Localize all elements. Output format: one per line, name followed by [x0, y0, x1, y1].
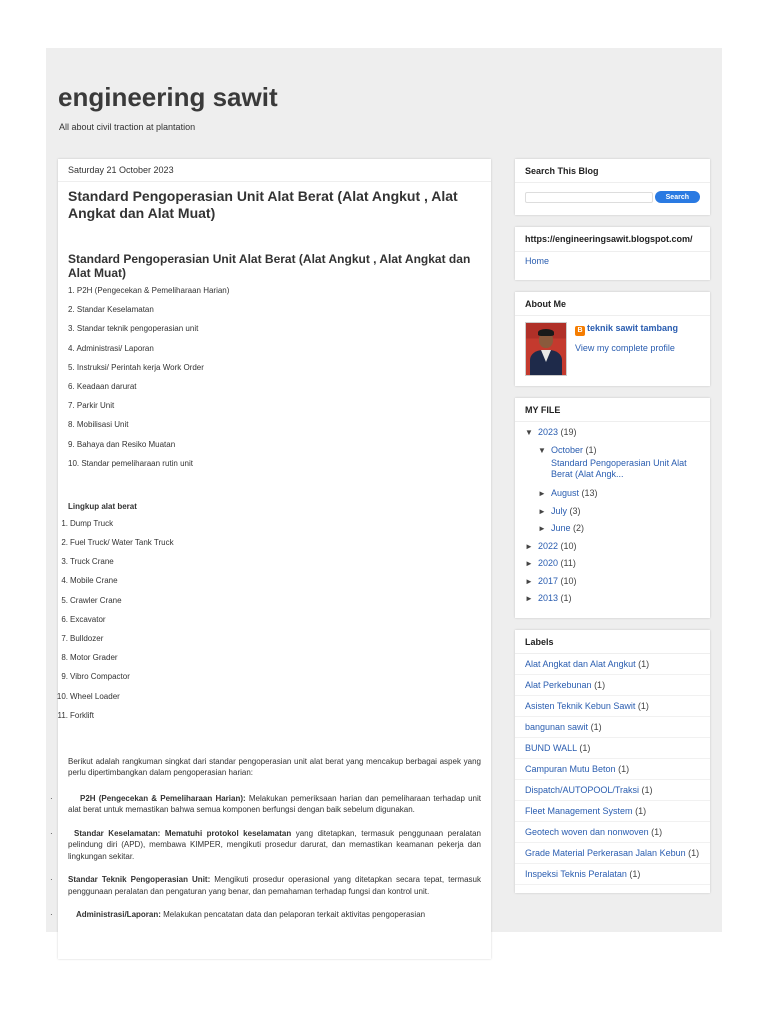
post-count: (1): [585, 444, 597, 455]
profile-info: [575, 322, 678, 376]
post-count: (11): [560, 558, 576, 568]
label-link[interactable]: BUND WALL: [525, 742, 577, 753]
list-item: 2. Standar Keselamatan: [68, 305, 154, 315]
about-widget: [515, 292, 710, 386]
intro-paragraph: Berikut adalah rangkuman singkat dari standar pengoperasian unit alat berat yang mencakup berbagai aspek yang perlu dipertimbangkan dalam pengoperasian harian:: [68, 756, 481, 778]
post-count: (13): [581, 488, 598, 498]
item-text: Excavator: [70, 614, 106, 624]
label-link[interactable]: Campuran Mutu Beton: [525, 763, 616, 774]
item-text: Dump Truck: [70, 518, 114, 528]
list-item: [58, 596, 491, 615]
label-link[interactable]: Inspeksi Teknis Peralatan: [525, 868, 627, 879]
post-count: (1): [560, 593, 572, 603]
label-item: [515, 675, 710, 696]
post-count: (10): [560, 540, 577, 551]
archive-tree: [515, 422, 710, 610]
url-widget: [515, 227, 710, 280]
label-count: (1): [579, 742, 591, 753]
list-item: 8. Mobilisasi Unit: [68, 420, 129, 430]
item-number: 5.: [61, 595, 68, 605]
widget-title: Search This Blog: [515, 159, 710, 183]
bullet-marker: ·: [50, 875, 53, 885]
archive-year: [525, 426, 700, 444]
labels-list: [515, 654, 710, 885]
post-count: (3): [569, 505, 581, 516]
archive-year: [525, 557, 700, 575]
point-paragraph: [50, 874, 481, 897]
label-link[interactable]: Geotech woven dan nonwoven: [525, 826, 649, 837]
archive-year-link[interactable]: 2022: [538, 540, 559, 551]
item-text: Wheel Loader: [70, 691, 120, 701]
label-item: [515, 864, 710, 885]
search-input[interactable]: [525, 192, 653, 203]
point-paragraph: [50, 909, 481, 921]
list-item: [58, 615, 491, 634]
archive-year: [525, 540, 700, 558]
item-text: Bulldozer: [70, 634, 104, 643]
blog-description: All about civil traction at plantation: [59, 122, 196, 132]
point-text: Melakukan pencatatan data dan pelaporan terkait aktivitas pengoperasian: [160, 910, 426, 920]
post-date: Saturday 21 October 2023: [58, 159, 491, 182]
list-item: [58, 672, 491, 691]
label-item: [515, 738, 710, 759]
list-item: [58, 692, 491, 711]
archive-post: [525, 458, 700, 480]
list-item: [58, 634, 491, 653]
list-item: 6. Keadaan darurat: [68, 381, 137, 391]
list-item: 7. Parkir Unit: [68, 401, 115, 411]
point-text: yang ditetapkan, termasuk penggunaan peralatan pelindung diri (APD), membawa KIMPER, mengikuti prosedur darurat, dan memastikan keamanan pekerja dan lingkungan sekitar.: [68, 828, 482, 861]
collapse-toggle-icon[interactable]: ▼: [538, 445, 546, 455]
list-item: 5. Instruksi/ Perintah kerja Work Order: [68, 362, 204, 372]
item-number: 11.: [57, 710, 68, 720]
post-column: [50, 159, 491, 959]
label-link[interactable]: Asisten Teknik Kebun Sawit: [525, 700, 636, 711]
list-item: [58, 653, 491, 672]
item-number: 9.: [61, 672, 68, 682]
label-link[interactable]: Fleet Management System: [525, 805, 633, 816]
label-count: (1): [688, 847, 700, 858]
list-item: [58, 557, 491, 576]
blogger-icon: B: [575, 326, 585, 336]
item-number: 6.: [61, 614, 68, 624]
archive-month-link[interactable]: June: [551, 523, 571, 533]
archive-month-link[interactable]: October: [551, 444, 584, 455]
archive-year: [525, 575, 700, 593]
archive-month: [525, 505, 700, 523]
label-count: (1): [618, 763, 630, 774]
item-number: 8.: [61, 653, 68, 663]
post-heading: Standard Pengoperasian Unit Alat Berat (Alat Angkut , Alat Angkat dan Alat Muat): [68, 252, 471, 280]
widget-title: Labels: [515, 630, 710, 654]
label-link[interactable]: Alat Perkebunan: [525, 679, 592, 690]
point-paragraph: [50, 793, 481, 816]
label-count: (1): [637, 700, 649, 711]
list-item: [58, 538, 491, 557]
home-link[interactable]: Home: [525, 256, 550, 266]
archive-month-link[interactable]: July: [551, 505, 568, 516]
label-item: [515, 843, 710, 864]
archive-year: [525, 592, 700, 610]
label-item: [515, 759, 710, 780]
item-text: Crawler Crane: [70, 595, 122, 605]
item-number: 10.: [56, 691, 68, 701]
collapse-toggle-icon[interactable]: ▼: [525, 428, 533, 437]
point-title: Standar Teknik Pengoperasian Unit:: [68, 875, 211, 885]
bullet-marker: ·: [50, 828, 53, 838]
list-item: [58, 576, 491, 595]
point-title: Administrasi/Laporan:: [76, 910, 161, 920]
item-text: Forklift: [70, 710, 94, 720]
expand-toggle-icon[interactable]: ►: [538, 489, 546, 498]
label-count: (1): [651, 826, 663, 837]
widget-title: About Me: [515, 292, 710, 316]
archive-year-link[interactable]: 2023: [538, 427, 559, 437]
label-item: [515, 696, 710, 717]
item-text: Fuel Truck/ Water Tank Truck: [70, 538, 174, 548]
label-count: (1): [638, 658, 650, 669]
point-title: Standar Keselamatan: Mematuhi protokol keselamatan: [74, 828, 292, 838]
label-item: [515, 717, 710, 738]
list-item: 4. Administrasi/ Laporan: [68, 343, 154, 353]
standards-list: [58, 286, 491, 478]
equipment-heading: Lingkup alat berat: [68, 501, 137, 511]
item-number: 1.: [61, 518, 68, 528]
item-number: 3.: [61, 557, 68, 567]
bullet-marker: ·: [50, 910, 53, 920]
post-title[interactable]: Standard Pengoperasian Unit Alat Berat (Alat Angkut , Alat Angkat dan Alat Muat): [68, 188, 458, 221]
list-item: 10. Standar pemeliharaan rutin unit: [68, 458, 193, 468]
avatar[interactable]: [525, 322, 567, 376]
expand-toggle-icon[interactable]: ►: [525, 576, 533, 586]
label-item: [515, 801, 710, 822]
point-paragraph: [50, 828, 482, 863]
search-widget: [515, 159, 710, 215]
archive-month: [525, 522, 700, 540]
label-count: (1): [635, 805, 647, 816]
item-text: Mobile Crane: [70, 576, 118, 586]
archive-post-link[interactable]: Standard Pengoperasian Unit Alat Berat (Alat Angk...: [551, 458, 687, 479]
bullet-marker: ·: [50, 793, 53, 803]
profile: [515, 316, 710, 378]
archive-widget: [515, 398, 710, 618]
expand-toggle-icon[interactable]: ►: [538, 524, 546, 533]
search-button[interactable]: Search: [655, 191, 700, 203]
item-number: 2.: [61, 538, 68, 548]
archive-month-link[interactable]: August: [551, 488, 580, 498]
archive-month: [525, 487, 700, 505]
item-text: Truck Crane: [70, 557, 114, 567]
item-text: Motor Grader: [70, 653, 118, 663]
archive-month: [525, 444, 700, 462]
label-link[interactable]: Dispatch/AUTOPOOL/Traksi: [525, 784, 640, 795]
labels-widget: [515, 630, 710, 893]
label-item: [515, 780, 710, 801]
blog-container: [46, 48, 722, 932]
post-count: (10): [560, 575, 577, 586]
list-item: [58, 519, 491, 538]
list-item: 9. Bahaya dan Resiko Muatan: [68, 439, 176, 449]
label-count: (1): [629, 868, 641, 879]
widget-title: MY FILE: [515, 398, 710, 422]
label-count: (1): [590, 721, 602, 732]
label-link[interactable]: bangunan sawit: [525, 721, 589, 732]
archive-year-link[interactable]: 2013: [538, 593, 559, 603]
expand-toggle-icon[interactable]: ►: [525, 541, 533, 551]
point-text: Melakukan pemeriksaan harian dan pemeliharaan terhadap unit alat berat untuk memastikan bahwa semua komponen berfungsi dengan baik sebelum digunakan.: [68, 793, 481, 815]
widget-title: https://engineeringsawit.blogspot.com/: [515, 227, 710, 252]
expand-toggle-icon[interactable]: ►: [525, 594, 533, 603]
view-profile-link[interactable]: View my complete profile: [575, 343, 675, 353]
item-number: 4.: [61, 576, 68, 586]
blog-title[interactable]: engineering sawit: [58, 82, 278, 112]
list-item: [58, 711, 491, 730]
item-number: 7.: [61, 634, 68, 643]
profile-name-link[interactable]: teknik sawit tambang: [587, 323, 679, 333]
label-count: (1): [594, 679, 606, 690]
list-item: 3. Standar teknik pengoperasian unit: [68, 324, 199, 334]
post-count: (19): [560, 427, 577, 437]
point-text: Mengikuti prosedur operasional yang ditetapkan secara tepat, termasuk penggunaan peralatan dan pengaturan yang benar, dan pemahaman terhadap fungsi dan kontrol unit.: [68, 875, 481, 896]
label-link[interactable]: Alat Angkat dan Alat Angkut: [525, 658, 636, 669]
sidebar: [515, 159, 710, 905]
archive-year-link[interactable]: 2020: [538, 558, 559, 568]
list-item: 1. P2H (Pengecekan & Pemeliharaan Harian): [68, 286, 230, 295]
label-item: [515, 822, 710, 843]
archive-year-link[interactable]: 2017: [538, 575, 559, 586]
point-title: P2H (Pengecekan & Pemeliharaan Harian):: [80, 793, 246, 803]
expand-toggle-icon[interactable]: ►: [525, 559, 533, 568]
label-item: [515, 654, 710, 675]
search-row: [515, 183, 710, 207]
item-text: Vibro Compactor: [70, 672, 130, 682]
label-link[interactable]: Grade Material Perkerasan Jalan Kebun: [525, 847, 686, 858]
label-count: (1): [641, 784, 653, 795]
equipment-list: [58, 519, 491, 730]
expand-toggle-icon[interactable]: ►: [538, 506, 546, 516]
post-count: (2): [573, 523, 585, 533]
